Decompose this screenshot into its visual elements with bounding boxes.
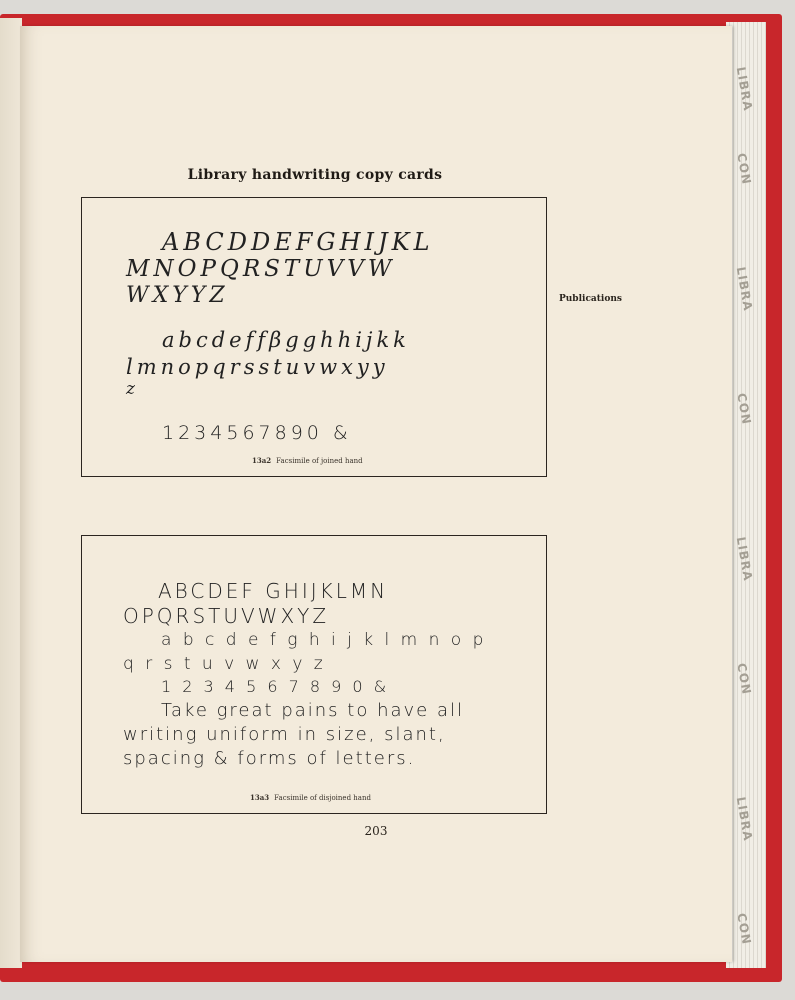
library-stamp: CON <box>734 911 754 947</box>
side-label: Publications <box>559 294 622 304</box>
card-line: 1234567890 & <box>162 422 352 444</box>
book-page <box>20 26 732 962</box>
copy-card-disjoined <box>81 535 547 814</box>
copy-card-joined <box>81 197 547 477</box>
caption-joined <box>252 456 363 465</box>
left-page-gutter <box>0 18 22 968</box>
library-stamp: LIBRA <box>733 795 756 843</box>
library-stamp: LIBRA <box>733 265 756 313</box>
caption-disjoined <box>250 793 371 802</box>
card-line: z <box>126 379 139 399</box>
caption-text: Facsimile of disjoined hand <box>274 794 371 802</box>
caption-text: Facsimile of joined hand <box>276 457 363 465</box>
caption-number: 13a3 <box>250 793 270 802</box>
card-line: OPQRSTUVWXYZ <box>123 604 330 628</box>
card-line: abcdeffβgghhijkk <box>162 328 410 352</box>
page-edges <box>726 22 766 968</box>
card-line: Take great pains to have all <box>161 700 464 721</box>
card-line: q r s t u v w x y z <box>123 654 326 674</box>
card-line: writing uniform in size, slant, <box>123 724 446 745</box>
card-line: a b c d e f g h i j k l m n o p <box>161 630 487 650</box>
card-line: WXYYZ <box>126 283 229 308</box>
card-line: lmnopqrsstuvwxyy <box>126 355 389 379</box>
card-line: spacing & forms of letters. <box>123 748 416 769</box>
card-line: ABCDDEFGHIJKL <box>162 228 434 256</box>
library-stamp: LIBRA <box>733 65 756 113</box>
page-number: 203 <box>364 824 388 838</box>
library-stamp: CON <box>734 391 754 427</box>
caption-number: 13a2 <box>252 456 272 465</box>
library-stamp: CON <box>734 151 754 187</box>
card-line: 1 2 3 4 5 6 7 8 9 0 & <box>161 677 390 696</box>
card-line: ABCDEF GHIJKLMN <box>158 579 389 603</box>
page-heading: Library handwriting copy cards <box>187 167 443 183</box>
library-stamp: CON <box>734 661 754 697</box>
library-stamp: LIBRA <box>733 535 756 583</box>
card-line: MNOPQRSTUVVW <box>126 256 396 282</box>
